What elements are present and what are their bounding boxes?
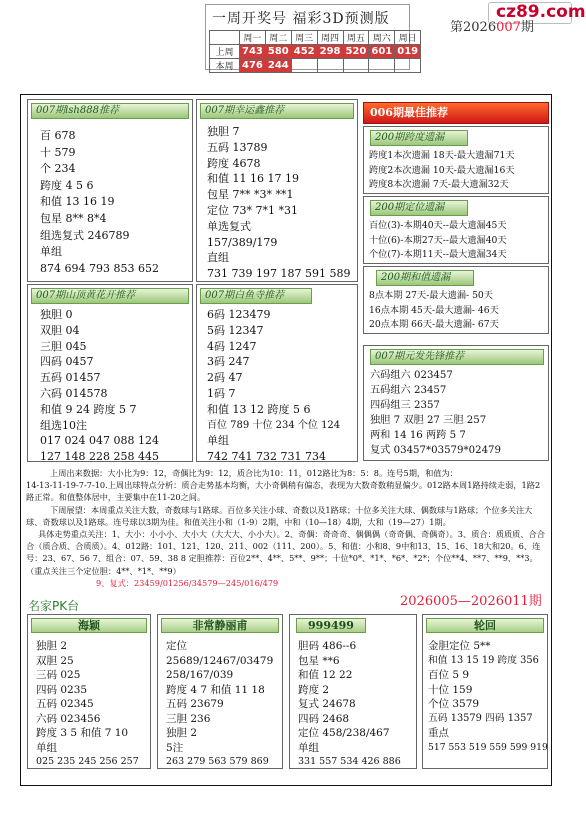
draw-cell: 520 <box>343 45 369 59</box>
box-title: 海颖 <box>31 618 147 633</box>
line: 组选复式 246789 <box>40 228 130 242</box>
line: 和值 12 22 <box>298 669 353 681</box>
box-body <box>166 639 273 770</box>
box-title: 007期山顶黄花开推荐 <box>31 288 189 304</box>
day-header: 周一 <box>240 31 266 45</box>
line: 百位 5 9 <box>428 669 470 681</box>
header-title: 一周开奖号 福彩3D预测版 <box>212 11 390 27</box>
line: 1码 7 <box>207 386 236 400</box>
analysis-p4 <box>26 528 548 577</box>
box-title: 007期lsh888推荐 <box>31 103 189 119</box>
baiyu-box <box>196 284 358 462</box>
line: 直组 <box>207 251 229 265</box>
line: 百位 789 十位 234 个位 124 <box>207 419 341 431</box>
line: 四码 0235 <box>36 683 88 696</box>
row-label: 上周 <box>210 45 240 59</box>
draw-cell: 244 <box>265 59 291 73</box>
line: 五码 13579 四码 1357 <box>428 712 533 724</box>
line: 包星 **6 <box>298 654 340 667</box>
line: 5码 12347 <box>207 323 264 337</box>
draw-cell: 601 <box>369 45 395 59</box>
box-body <box>369 289 499 333</box>
line: 双胆 25 <box>36 654 74 667</box>
box-title: 007期白鱼寺推荐 <box>200 288 312 304</box>
line: 包星 8** 8*4 <box>40 211 107 225</box>
line: 三胆 236 <box>166 712 211 725</box>
line: 263 279 563 579 869 <box>166 756 269 767</box>
draw-cell <box>291 59 317 73</box>
box-body <box>370 368 501 458</box>
period-prefix: 第2026 <box>450 20 497 35</box>
line: 六码 014578 <box>40 386 108 400</box>
line: 四码 2468 <box>298 712 350 725</box>
line: 胆码 486--6 <box>298 640 357 652</box>
line: 十位(6)-本期27天--最大遗漏40天 <box>369 234 507 246</box>
box-body <box>207 307 340 465</box>
draw-cell: 476 <box>240 59 266 73</box>
line: 单组 <box>207 434 229 448</box>
box-body <box>298 639 401 770</box>
line: 025 235 245 256 257 <box>36 756 139 767</box>
line: 和值 13 15 19 跨度 356 <box>428 654 539 666</box>
line: 个位(7)-本期11天--最大遗漏34天 <box>369 249 507 260</box>
line: 跨度1本次遗漏 18天-最大遗漏71天 <box>369 150 515 161</box>
box-body <box>369 219 507 263</box>
line: 跨度8本次遗漏 7天-最大遗漏32天 <box>369 179 509 190</box>
line: 6码 123479 <box>207 308 271 321</box>
box-title: 200期跨度遗漏 <box>370 130 468 146</box>
line: 跨度 2 <box>298 683 330 696</box>
box-title: 999499 <box>296 618 366 633</box>
draw-cell: 298 <box>317 45 343 59</box>
line: 跨度2本次遗漏 10天-最大遗漏16天 <box>369 164 515 176</box>
line: 517 553 519 559 599 919 <box>428 741 548 753</box>
line: 5注 <box>166 741 184 754</box>
box-body <box>40 128 159 277</box>
box-title: 轮回 <box>426 618 544 633</box>
line: 双胆 04 <box>40 323 80 337</box>
pk-title: 名家PK台 <box>28 599 80 613</box>
line: 8点本期 27天-最大遗漏- 50天 <box>369 290 493 301</box>
draw-cell <box>395 59 421 73</box>
line: 十 579 <box>40 145 76 159</box>
line: 跨度 4 7 和值 11 18 <box>166 683 265 696</box>
line: 复式 24678 <box>298 698 356 710</box>
line: 六码组六 023457 <box>370 370 453 381</box>
lsh-box <box>27 99 193 282</box>
line: 跨度 4678 <box>207 156 261 170</box>
best-pick-header: 006期最佳推荐 <box>363 102 549 124</box>
line: 跨度 3 5 和值 7 10 <box>36 727 129 739</box>
draw-cell: 743 <box>240 45 266 59</box>
pk-box-lunhui <box>422 614 548 769</box>
draw-cell: 019 <box>395 45 421 59</box>
pk-box-haiying <box>27 614 151 769</box>
day-header: 周五 <box>343 31 369 45</box>
line: 百 678 <box>40 129 76 142</box>
line: 和值 11 16 17 19 <box>207 172 299 186</box>
line: 两和 14 16 两跨 5 7 <box>370 430 466 441</box>
box-body <box>40 307 159 465</box>
line: 731 739 197 187 591 589 <box>207 267 351 281</box>
line: 四码 0457 <box>40 355 94 369</box>
line: 个 234 <box>40 162 76 176</box>
draw-cell: 452 <box>291 45 317 59</box>
pk-box-feichang <box>157 614 283 769</box>
line: 定位 73* 7*1 *31 <box>207 203 298 217</box>
line: 258/167/039 <box>166 669 234 681</box>
line: 包星 7** *3* **1 <box>207 188 294 202</box>
analysis-p3: 下周展望：本周重点关注大数，奇数球与1路球。百位多关注小球、奇数以及1路球；十位多关注大球、偶数球与1路球；个位多关注大球、奇数球以及1路球。连号球以3期为佳。和值关注小和（1-9）2期，中和（10—18）4期，大和（19—27）1期。 <box>26 504 533 527</box>
day-header: 周六 <box>369 31 395 45</box>
line: 五码组六 23457 <box>370 385 447 396</box>
dingwei-box <box>363 196 549 264</box>
line: 三胆 045 <box>40 339 87 353</box>
line: 个位 3579 <box>428 698 480 710</box>
pk-box-999499 <box>289 614 417 769</box>
line: 五码 02345 <box>36 698 94 710</box>
line: 定位 458/238/467 <box>298 727 390 739</box>
line: 定位 <box>166 640 187 652</box>
day-header: 周四 <box>317 31 343 45</box>
yuanfa-box <box>363 345 549 461</box>
line: 单选复式 <box>207 219 251 233</box>
kuadu-box <box>363 126 549 194</box>
line: 五码 23679 <box>166 698 224 710</box>
line: 独胆 2 <box>166 727 198 739</box>
line: 三码 025 <box>36 669 81 681</box>
box-body <box>36 639 139 770</box>
box-body <box>428 639 548 755</box>
day-header: 周三 <box>291 31 317 45</box>
draw-cell <box>343 59 369 73</box>
line: 和值 13 16 19 <box>40 195 115 209</box>
line: 单组 <box>40 245 62 259</box>
row-label: 本周 <box>210 59 240 73</box>
line: 金胆定位 5** <box>428 640 491 652</box>
draw-cell: 580 <box>265 45 291 59</box>
analysis-p5: 9、复式：23459/01256/34579—245/016/479 <box>96 577 279 588</box>
line: 十位 159 <box>428 683 473 696</box>
line: 25689/12467/03479 <box>166 654 274 667</box>
line: 单组 <box>36 741 57 754</box>
xingyun-box <box>196 99 358 282</box>
line: 四码组三 2357 <box>370 400 440 411</box>
shanding-box <box>27 284 193 462</box>
line: 独胆 2 <box>36 640 68 652</box>
line: 017 024 047 088 124 <box>40 434 159 448</box>
line: 742 741 732 731 734 <box>207 450 326 464</box>
analysis-p4-lead: 具体走势重点关注： <box>38 529 112 540</box>
line: 重点 <box>428 727 449 739</box>
draw-cell <box>317 59 343 73</box>
line: 五码 01457 <box>40 371 101 385</box>
analysis-p2: 14-13-11-19-7-7-10.上周出球特点分析：质合走势基本均衡，大小奇偶稍有偏态，表现为大数奇数稍显偏少。012路本周1路持续走弱，1路2路正常。和值整体居中，主要集中在11-20之间。 <box>26 480 541 503</box>
line: 独胆 0 <box>40 308 73 321</box>
line: 2码 47 <box>207 371 243 385</box>
analysis-p4-body: 1、大小：小小小、大小大（大大大、小小大）。2、奇偶：奇奇奇、偶偶偶（奇奇偶、奇偶奇）。3、质合：质质质、合合合（质合质、合质质）。4、012路：101、121、120、211、002（111、200）。5、和值：小和8、9中和13、15、16、18大和20。6、连号：23、67、56 7、组合：07、59、38 8 定胆推荐：百位2**、4**、5**、9**；十位*0*、*1*、*6*、*2*；个位**4、**7、**9、**3。（重点关注三个定位胆：4**、*1*、**9） <box>26 529 545 576</box>
line: 独胆 7 双胆 27 三胆 257 <box>370 415 487 426</box>
line: 20点本期 66天-最大遗漏- 67天 <box>369 319 499 330</box>
line: 127 148 228 258 445 <box>40 450 159 464</box>
box-body <box>207 124 350 282</box>
line: 单组 <box>298 741 319 754</box>
line: 16点本期 45天-最大遗漏- 46天 <box>369 304 499 316</box>
period-number: 007 <box>496 20 521 35</box>
site-logo[interactable]: cz89.com <box>496 2 586 22</box>
period-suffix: 期 <box>520 20 534 35</box>
hezhi-box <box>363 266 549 334</box>
analysis-p1: 上周出来数据：大小比为9：12，奇偶比为9：12，质合比为10：11，012路比为8：5：8。连号5期，和值为： <box>50 468 458 478</box>
line: 独胆 7 <box>207 125 240 138</box>
line: 3码 247 <box>207 355 250 369</box>
line: 五码 13789 <box>207 140 268 154</box>
analysis-text <box>26 467 548 589</box>
line: 874 694 793 853 652 <box>40 261 159 275</box>
pk-range: 2026005—2026011期 <box>400 594 542 609</box>
line: 331 557 534 426 886 <box>298 756 401 767</box>
box-title: 非常静丽甫 <box>161 618 279 633</box>
draw-cell <box>369 59 395 73</box>
box-body <box>369 149 515 193</box>
line: 组选10注 <box>40 418 87 432</box>
day-header: 周二 <box>265 31 291 45</box>
box-title: 200期定位遗漏 <box>370 200 468 216</box>
line: 复式 03457*03579*02479 <box>370 445 502 456</box>
weekly-draw-table <box>209 30 421 73</box>
line: 跨度 4 5 6 <box>40 178 94 192</box>
box-title: 007期元发先锋推荐 <box>370 349 544 365</box>
line: 和值 9 24 跨度 5 7 <box>40 402 137 416</box>
line: 4码 1247 <box>207 339 257 353</box>
box-title: 007期幸运鑫推荐 <box>200 103 354 119</box>
line: 和值 13 12 跨度 5 6 <box>207 402 311 416</box>
box-title: 200期和值遗漏 <box>376 270 474 286</box>
day-header: 周日 <box>395 31 421 45</box>
period-label <box>450 16 534 35</box>
line: 157/389/179 <box>207 235 278 249</box>
line: 百位(3)-本期40天--最大遗漏45天 <box>369 220 507 231</box>
line: 六码 023456 <box>36 712 101 725</box>
